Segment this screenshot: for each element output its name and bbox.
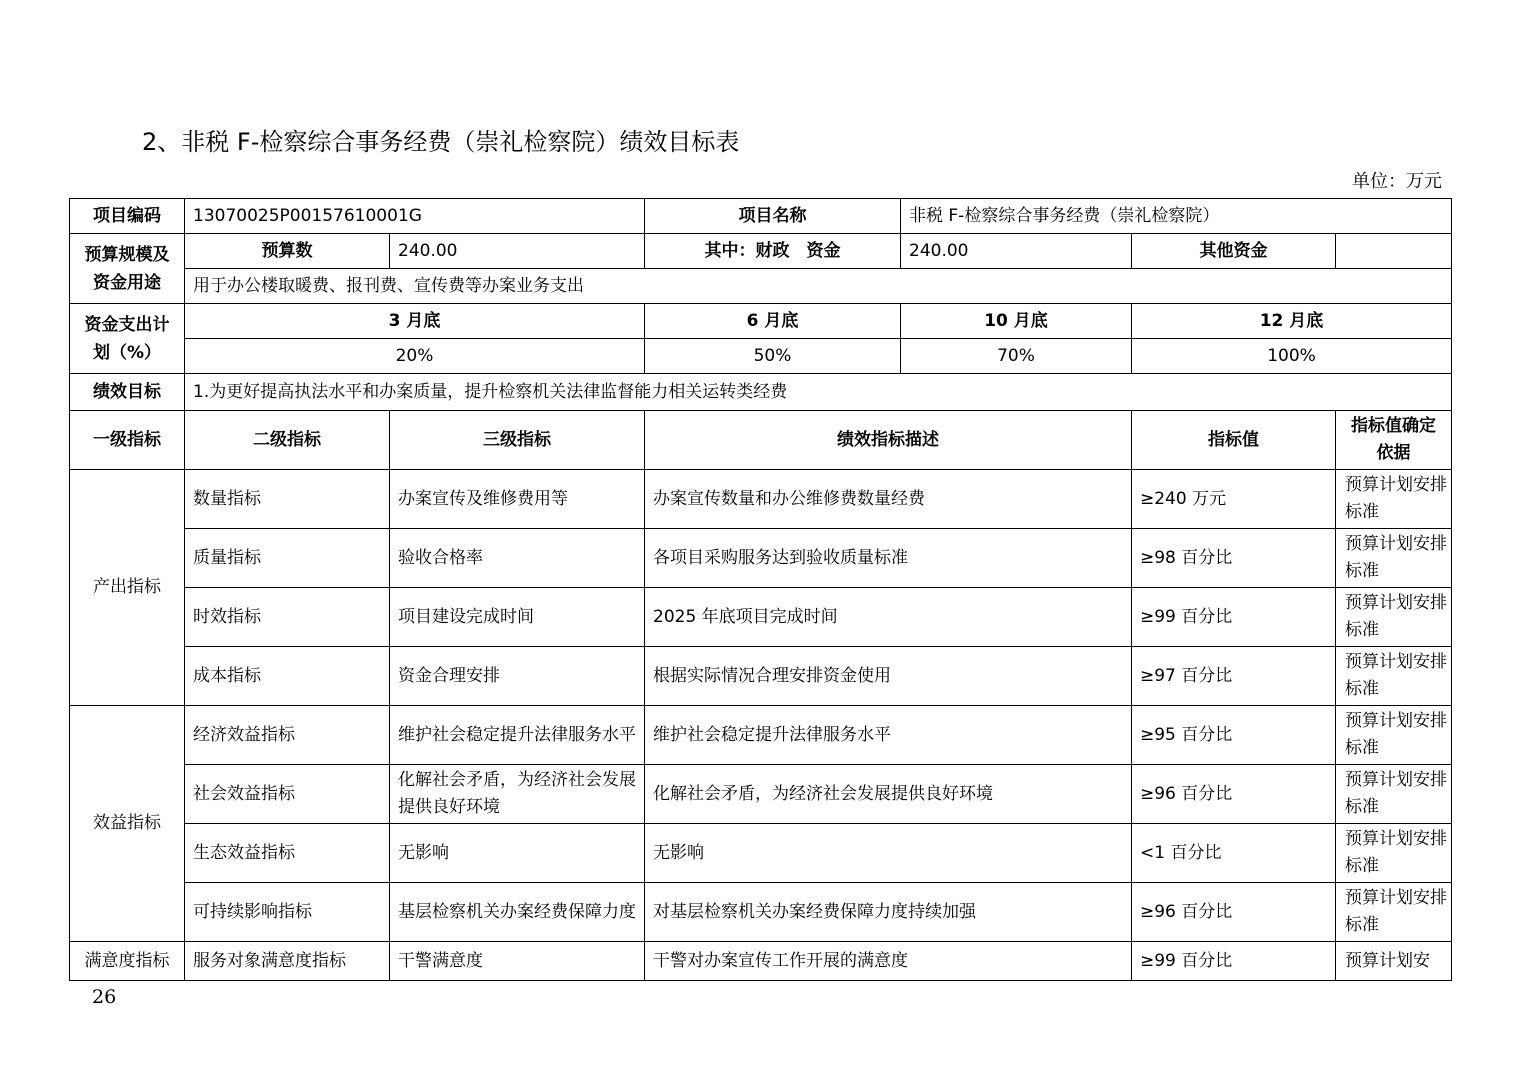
table-row [70,706,1452,765]
column-header: 绩效指标描述 [645,411,1132,470]
fund-usage-text: 用于办公楼取暖费、报刊费、宣传费等办案业务支出 [185,269,1452,304]
column-header: 指标值确定依据 [1336,411,1452,470]
indicator-value: <1 百分比 [1132,824,1336,883]
level2-indicator: 数量指标 [185,470,390,529]
page-title: 2、非税 F-检察综合事务经费（崇礼检察院）绩效目标表 [142,128,740,156]
level1-indicator: 效益指标 [70,706,185,942]
indicator-basis: 预算计划安排标准 [1336,529,1452,588]
goal-label: 绩效目标 [70,374,185,411]
indicator-description: 各项目采购服务达到验收质量标准 [645,529,1132,588]
indicator-basis: 预算计划安排标准 [1336,824,1452,883]
indicator-value: ≥96 百分比 [1132,765,1336,824]
indicator-description: 办案宣传数量和办公维修费数量经费 [645,470,1132,529]
level3-indicator: 干警满意度 [390,942,645,981]
spending-plan-header-row [70,304,1452,339]
indicator-column-header-row [70,411,1452,470]
goal-text: 1.为更好提高执法水平和办案质量，提升检察机关法律监督能力相关运转类经费 [185,374,1452,411]
project-name-value: 非税 F-检察综合事务经费（崇礼检察院） [901,199,1452,234]
plan-period-value: 70% [901,339,1132,374]
level2-indicator: 服务对象满意度指标 [185,942,390,981]
spending-plan-label: 资金支出计划（%） [70,304,185,374]
indicator-basis: 预算计划安排标准 [1336,706,1452,765]
indicator-basis: 预算计划安排标准 [1336,588,1452,647]
indicator-value: ≥96 百分比 [1132,883,1336,942]
plan-period-header: 3 月底 [185,304,645,339]
indicator-description: 对基层检察机关办案经费保障力度持续加强 [645,883,1132,942]
level2-indicator: 成本指标 [185,647,390,706]
indicator-description: 维护社会稳定提升法律服务水平 [645,706,1132,765]
level3-indicator: 资金合理安排 [390,647,645,706]
table-row [70,470,1452,529]
fiscal-fund-label: 其中：财政 资金 [645,234,901,269]
indicator-basis: 预算计划安排标准 [1336,470,1452,529]
column-header: 一级指标 [70,411,185,470]
project-name-label: 项目名称 [645,199,901,234]
table-row [70,824,1452,883]
plan-period-value: 100% [1132,339,1452,374]
plan-period-header: 10 月底 [901,304,1132,339]
indicator-value: ≥99 百分比 [1132,588,1336,647]
goal-row [70,374,1452,411]
plan-period-header: 12 月底 [1132,304,1452,339]
spending-plan-values-row [70,339,1452,374]
level2-indicator: 质量指标 [185,529,390,588]
indicator-description: 无影响 [645,824,1132,883]
other-fund-value [1336,234,1452,269]
indicator-description: 干警对办案宣传工作开展的满意度 [645,942,1132,981]
table-row [70,765,1452,824]
plan-period-header: 6 月底 [645,304,901,339]
indicator-description: 根据实际情况合理安排资金使用 [645,647,1132,706]
indicator-value: ≥240 万元 [1132,470,1336,529]
table-row [70,588,1452,647]
budget-label: 预算规模及资金用途 [70,234,185,304]
plan-period-value: 20% [185,339,645,374]
indicator-basis: 预算计划安 [1336,942,1452,981]
level2-indicator: 经济效益指标 [185,706,390,765]
column-header: 指标值 [1132,411,1336,470]
table-row [70,942,1452,981]
level1-indicator: 满意度指标 [70,942,185,981]
column-header: 二级指标 [185,411,390,470]
level2-indicator: 时效指标 [185,588,390,647]
table-row [70,883,1452,942]
level3-indicator: 基层检察机关办案经费保障力度 [390,883,645,942]
level3-indicator: 验收合格率 [390,529,645,588]
performance-target-table [69,198,1452,981]
indicator-description: 化解社会矛盾，为经济社会发展提供良好环境 [645,765,1132,824]
level3-indicator: 无影响 [390,824,645,883]
level2-indicator: 可持续影响指标 [185,883,390,942]
column-header: 三级指标 [390,411,645,470]
indicator-value: ≥98 百分比 [1132,529,1336,588]
fund-usage-row [70,269,1452,304]
indicator-value: ≥99 百分比 [1132,942,1336,981]
project-code-value: 13070025P00157610001G [185,199,645,234]
table-row [70,529,1452,588]
budget-amount-label: 预算数 [185,234,390,269]
indicator-value: ≥97 百分比 [1132,647,1336,706]
indicator-basis: 预算计划安排标准 [1336,647,1452,706]
level3-indicator: 项目建设完成时间 [390,588,645,647]
table-row [70,647,1452,706]
level2-indicator: 生态效益指标 [185,824,390,883]
fiscal-fund-value: 240.00 [901,234,1132,269]
level1-indicator: 产出指标 [70,470,185,706]
level2-indicator: 社会效益指标 [185,765,390,824]
indicator-basis: 预算计划安排标准 [1336,883,1452,942]
indicator-basis: 预算计划安排标准 [1336,765,1452,824]
indicator-description: 2025 年底项目完成时间 [645,588,1132,647]
level3-indicator: 办案宣传及维修费用等 [390,470,645,529]
level3-indicator: 维护社会稳定提升法律服务水平 [390,706,645,765]
other-fund-label: 其他资金 [1132,234,1336,269]
plan-period-value: 50% [645,339,901,374]
level3-indicator: 化解社会矛盾，为经济社会发展提供良好环境 [390,765,645,824]
project-header-row [70,199,1452,234]
indicator-value: ≥95 百分比 [1132,706,1336,765]
project-code-label: 项目编码 [70,199,185,234]
budget-amount-value: 240.00 [390,234,645,269]
unit-label: 单位：万元 [1352,171,1442,192]
budget-row [70,234,1452,269]
page-number: 26 [92,986,117,1008]
